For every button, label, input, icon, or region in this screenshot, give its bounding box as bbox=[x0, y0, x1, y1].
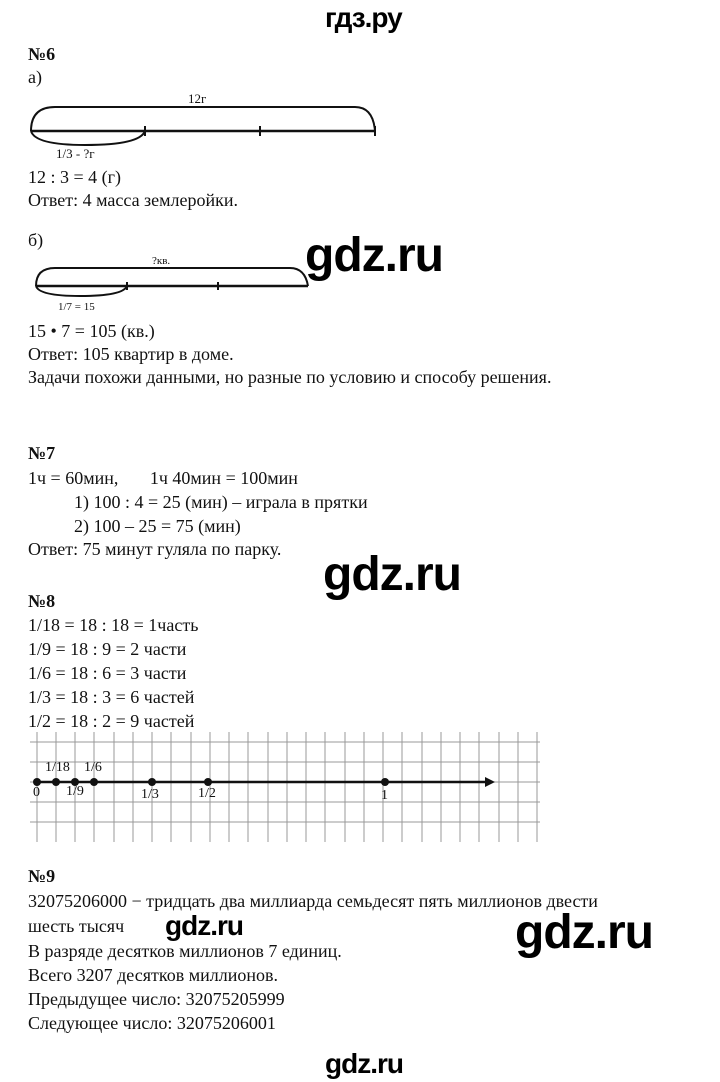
nl-label-1-6: 1/6 bbox=[84, 760, 102, 775]
task8-line: 1/18 = 18 : 18 = 1часть bbox=[28, 615, 199, 635]
diagram-b-top-label: ?кв. bbox=[152, 255, 171, 267]
task6b-answer: Ответ: 105 квартир в доме. bbox=[28, 344, 234, 364]
watermark: gdz.ru bbox=[323, 548, 461, 601]
diagram-b-bottom-label: 1/7 = 15 bbox=[58, 301, 95, 313]
task7-title: №7 bbox=[28, 443, 56, 463]
task9-line2: шесть тысяч bbox=[28, 916, 125, 936]
task9-title: №9 bbox=[28, 866, 56, 886]
watermark: gdz.ru bbox=[325, 1048, 403, 1079]
watermark: gdz.ru bbox=[165, 910, 243, 941]
nl-label-1-9: 1/9 bbox=[66, 784, 84, 799]
number-line-grid bbox=[30, 732, 550, 842]
task9-line3: В разряде десятков миллионов 7 единиц. bbox=[28, 941, 342, 961]
task6b-calc: 15 • 7 = 105 (кв.) bbox=[28, 321, 155, 341]
task8-line: 1/2 = 18 : 2 = 9 частей bbox=[28, 711, 195, 731]
task7-answer: Ответ: 75 минут гуляла по парку. bbox=[28, 539, 282, 559]
diagram-a-bottom-label: 1/3 - ?г bbox=[56, 146, 95, 161]
nl-label-0: 0 bbox=[33, 785, 40, 800]
task6a-answer: Ответ: 4 масса землеройки. bbox=[28, 190, 239, 210]
task8-title: №8 bbox=[28, 591, 56, 611]
diagram-a-top-label: 12г bbox=[188, 91, 207, 106]
task6a-label: а) bbox=[28, 67, 42, 87]
nl-label-1-18: 1/18 bbox=[45, 760, 70, 775]
task8-line: 1/6 = 18 : 6 = 3 части bbox=[28, 663, 187, 683]
task8-line: 1/3 = 18 : 3 = 6 частей bbox=[28, 687, 195, 707]
watermark: gdz.ru bbox=[515, 906, 653, 959]
task9-line5: Предыдущее число: 32075205999 bbox=[28, 989, 285, 1009]
task6b-label: б) bbox=[28, 230, 44, 250]
task9-line1: 32075206000 − тридцать два миллиарда семьдесят пять миллионов двести bbox=[28, 891, 598, 911]
watermark: gdz.ru bbox=[305, 229, 443, 282]
task9-line6: Следующее число: 32075206001 bbox=[28, 1013, 276, 1033]
task6-title: №6 bbox=[28, 44, 56, 64]
nl-label-1-2: 1/2 bbox=[198, 786, 216, 801]
task6a-calc: 12 : 3 = 4 (г) bbox=[28, 167, 122, 187]
task7-step1: 1) 100 : 4 = 25 (мин) – играла в прятки bbox=[74, 492, 368, 512]
task6b-note: Задачи похожи данными, но разные по условию и способу решения. bbox=[28, 367, 552, 387]
site-header: гдз.ру bbox=[325, 2, 402, 33]
task8-line: 1/9 = 18 : 9 = 2 части bbox=[28, 639, 187, 659]
task7-step2: 2) 100 – 25 = 75 (мин) bbox=[74, 516, 241, 536]
nl-label-1: 1 bbox=[381, 788, 388, 803]
task7-line1: 1ч = 60мин, 1ч 40мин = 100мин bbox=[28, 468, 298, 488]
task9-line4: Всего 3207 десятков миллионов. bbox=[28, 965, 278, 985]
nl-label-1-3: 1/3 bbox=[141, 787, 159, 802]
